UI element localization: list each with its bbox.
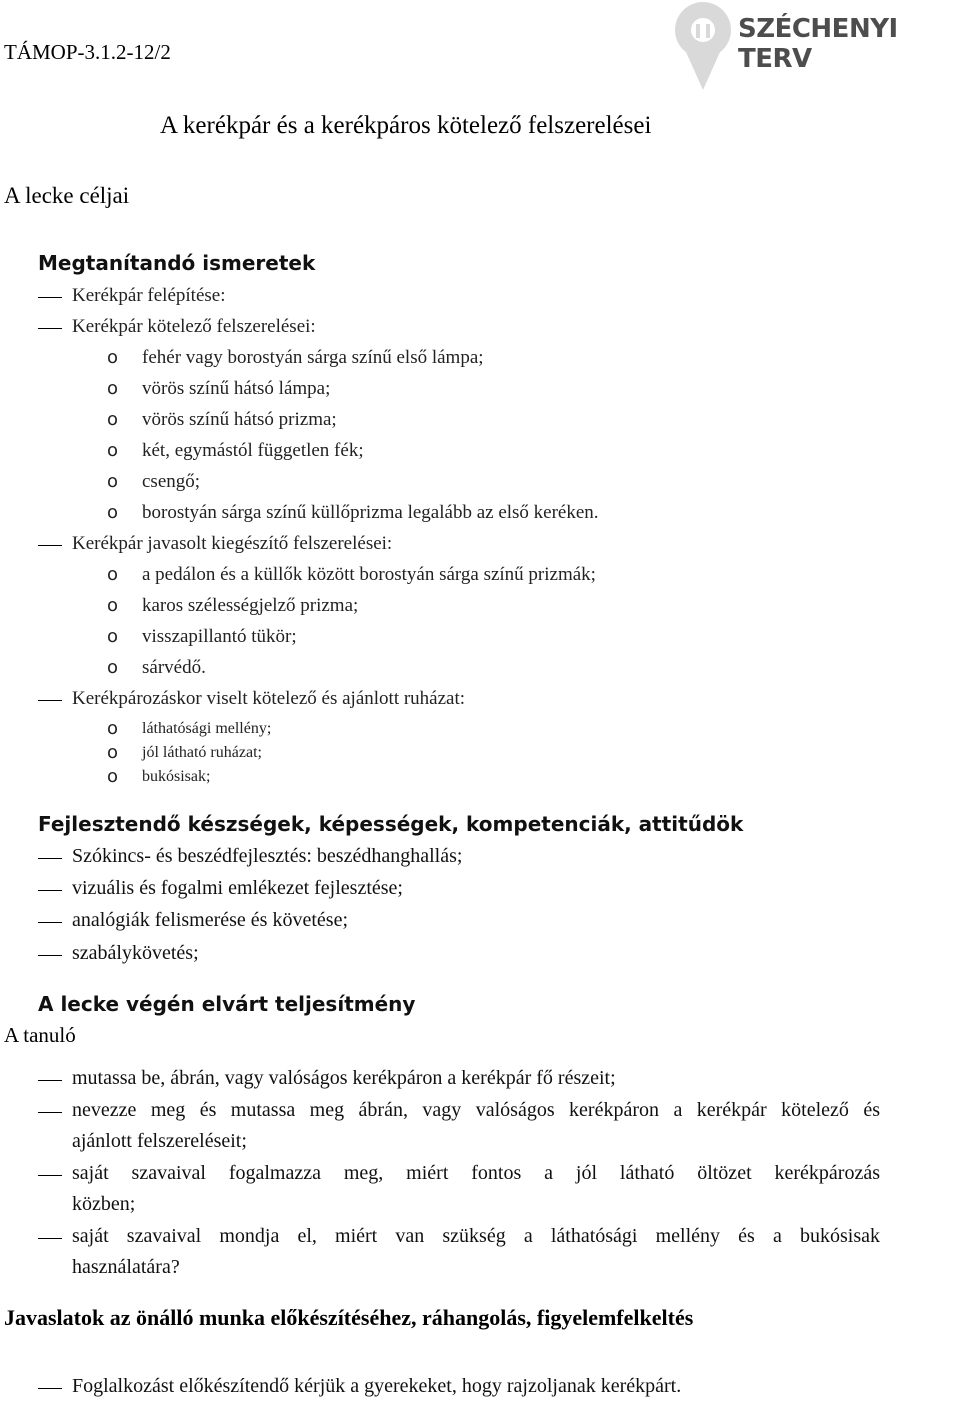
list-item: a pedálon és a küllők között borostyán sárga színű prizmák; [142,564,596,585]
list-item: két, egymástól független fék; [142,440,364,461]
bullet-marker: o [107,766,119,787]
bullet-marker: o [107,595,119,616]
goals-heading: A lecke céljai [4,183,130,208]
list-item: karos szélességjelző prizma; [142,595,359,616]
list-item: Kerékpár javasolt kiegészítő felszerelései: [72,533,393,554]
dash-marker [38,545,62,546]
list-item: saját szavaival fogalmazza meg, miért fontos a jól látható öltözet kerékpározás [72,1162,880,1184]
list-item: láthatósági mellény; [142,720,272,737]
dash-marker [38,858,62,859]
performance-intro: A tanuló [4,1023,76,1047]
list-item-continuation: ajánlott felszereléseit; [72,1130,247,1152]
dash-marker [38,700,62,701]
list-item: saját szavaival mondja el, miért van szükség a láthatósági mellény és a bukósisak [72,1225,880,1247]
dash-marker [38,890,62,891]
list-item: Kerékpározáskor viselt kötelező és ajánlott ruházat: [72,688,466,709]
dash-marker [38,1112,62,1113]
performance-heading: A lecke végén elvárt teljesítmény [38,992,416,1016]
dash-marker [38,328,62,329]
list-item: borostyán sárga színű küllőprizma legalább az első keréken. [142,502,599,523]
list-item: nevezze meg és mutassa meg ábrán, vagy valóságos kerékpáron a kerékpár kötelező és [72,1099,880,1121]
bullet-marker: o [107,378,119,399]
page-title: A kerékpár és a kerékpáros kötelező felszerelései [160,112,652,139]
list-item: Kerékpár felépítése: [72,285,226,306]
list-item: jól látható ruházat; [142,744,262,761]
bullet-marker: o [107,657,119,678]
list-item: Szókincs- és beszédfejlesztés: beszédhanghallás; [72,845,463,867]
list-item: bukósisak; [142,768,211,785]
list-item: vörös színű hátsó prizma; [142,409,337,430]
list-item: sárvédő. [142,657,206,678]
list-item-continuation: használatára? [72,1256,180,1278]
list-item: Foglalkozást előkészítendő kérjük a gyerekeket, hogy rajzoljanak kerékpárt. [72,1375,682,1397]
dash-marker [38,1388,62,1389]
bullet-marker: o [107,742,119,763]
bullet-marker: o [107,409,119,430]
bullet-marker: o [107,502,119,523]
dash-marker [38,1080,62,1081]
list-item: Kerékpár kötelező felszerelései: [72,316,316,337]
list-item: analógiák felismerése és követése; [72,909,348,931]
dash-marker [38,1175,62,1176]
dash-marker [38,955,62,956]
dash-marker [38,297,62,298]
bullet-marker: o [107,440,119,461]
bullet-marker: o [107,564,119,585]
bullet-marker: o [107,626,119,647]
dash-marker [38,1238,62,1239]
knowledge-heading: Megtanítandó ismeretek [38,251,316,275]
list-item: fehér vagy borostyán sárga színű első lámpa; [142,347,484,368]
list-item: vizuális és fogalmi emlékezet fejlesztése; [72,877,403,899]
list-item: vörös színű hátsó lámpa; [142,378,331,399]
bullet-marker: o [107,347,119,368]
preparation-heading: Javaslatok az önálló munka előkészítéséhez, ráhangolás, figyelemfelkeltés [4,1305,694,1330]
list-item: mutassa be, ábrán, vagy valóságos kerékpáron a kerékpár fő részeit; [72,1067,616,1089]
document-code: TÁMOP-3.1.2-12/2 [4,40,171,64]
list-item: szabálykövetés; [72,942,199,964]
logo-text: SZÉCHENYI TERV [738,14,898,74]
dash-marker [38,922,62,923]
list-item-continuation: közben; [72,1193,136,1215]
bullet-marker: o [107,718,119,739]
list-item: csengő; [142,471,201,492]
bullet-marker: o [107,471,119,492]
list-item: visszapillantó tükör; [142,626,297,647]
skills-heading: Fejlesztendő készségek, képességek, kompetenciák, attitűdök [38,812,744,836]
